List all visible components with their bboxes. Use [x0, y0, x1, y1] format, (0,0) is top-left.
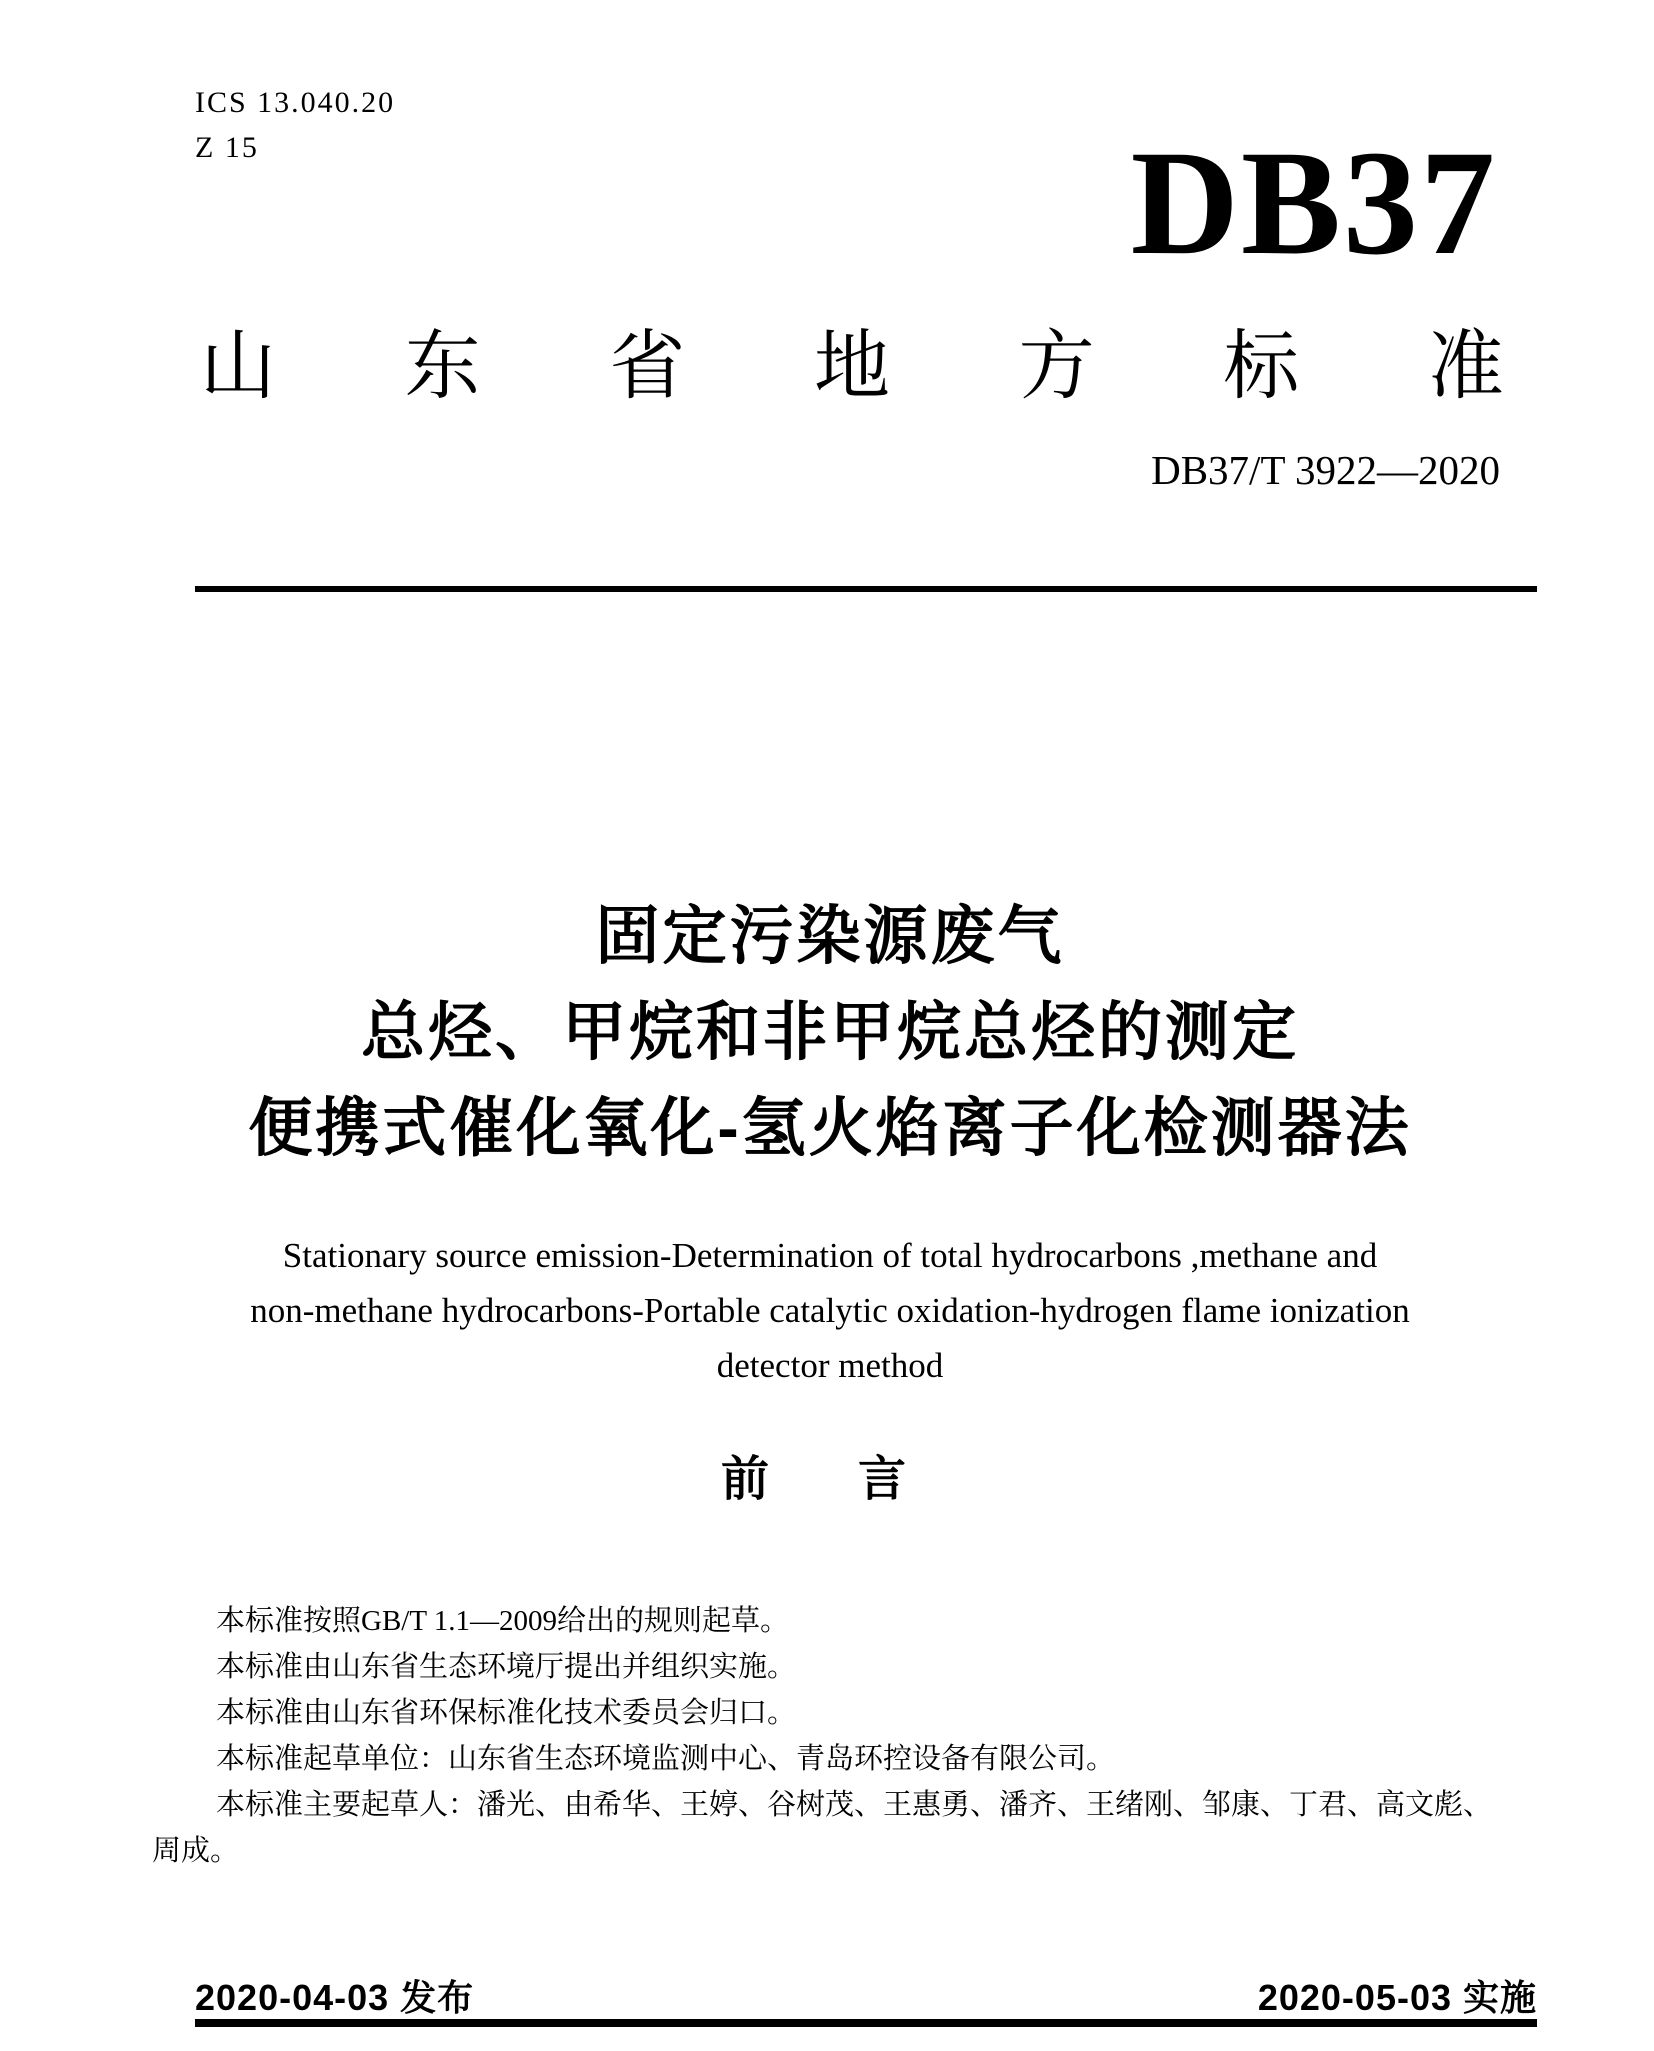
- standard-type-char: 方: [1018, 325, 1095, 409]
- title-zh-line: 便携式催化氧化-氢火焰离子化检测器法: [248, 1092, 1412, 1164]
- foreword-body: [152, 1598, 1552, 1874]
- foreword-line: 本标准由山东省生态环境厅提出并组织实施。: [216, 1651, 797, 1683]
- standard-type-char: 准: [1427, 325, 1504, 409]
- footer-rule: [195, 2019, 1537, 2027]
- title-zh-line: 固定污染源废气: [595, 900, 1065, 972]
- document-title-zh: [130, 888, 1530, 1176]
- standard-type-char: 标: [1223, 325, 1300, 409]
- foreword-heading-char: 言: [858, 1453, 907, 1506]
- standard-type-char: 东: [404, 325, 481, 409]
- db37-logo: DB37: [1130, 120, 1497, 286]
- header-rule: [195, 586, 1537, 592]
- foreword-line: 本标准按照GB/T 1.1—2009给出的规则起草。: [216, 1605, 790, 1637]
- foreword-line: 周成。: [152, 1835, 240, 1867]
- foreword-line: 本标准起草单位：山东省生态环境监测中心、青岛环控设备有限公司。: [216, 1743, 1116, 1775]
- ics-block: [195, 80, 395, 170]
- ics-code: ICS 13.040.20: [195, 86, 396, 119]
- standard-type-title: [200, 325, 1504, 409]
- ics-class-code: Z 15: [195, 131, 259, 164]
- title-en-line: non-methane hydrocarbons-Portable catalytic oxidation-hydrogen flame ionization: [250, 1291, 1410, 1330]
- issue-date: 2020-04-03 发布: [195, 1977, 475, 2018]
- standard-type-char: 省: [609, 325, 686, 409]
- foreword-line: 本标准主要起草人：潘光、由希华、王婷、谷树茂、王惠勇、潘齐、王绪刚、邹康、丁君、高文彪、: [216, 1789, 1493, 1821]
- title-en-line: Stationary source emission-Determination of total hydrocarbons ,methane and: [282, 1236, 1378, 1275]
- foreword-heading-char: 前: [721, 1453, 770, 1506]
- standard-type-char: 地: [813, 325, 890, 409]
- standard-number: DB37/T 3922—2020: [1151, 447, 1500, 493]
- foreword-heading: [721, 1453, 907, 1506]
- implementation-date: 2020-05-03 实施: [1257, 1977, 1537, 2018]
- standard-type-char: 山: [200, 325, 276, 409]
- title-zh-line: 总烃、甲烷和非甲烷总烃的测定: [361, 996, 1299, 1068]
- document-title-en: [130, 1228, 1530, 1393]
- foreword-line: 本标准由山东省环保标准化技术委员会归口。: [216, 1697, 797, 1729]
- title-en-line: detector method: [716, 1346, 944, 1385]
